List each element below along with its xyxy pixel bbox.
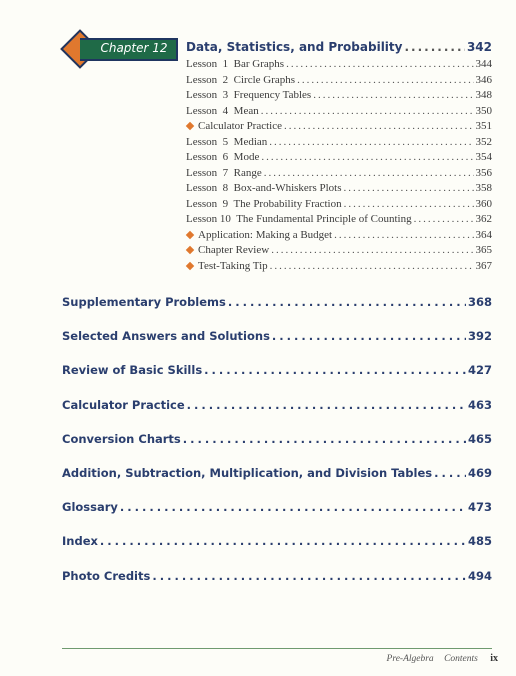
leader-dots xyxy=(404,40,464,54)
lesson-title: Lesson 7 Range xyxy=(186,166,262,179)
section-list xyxy=(62,295,492,603)
section-page-number: 427 xyxy=(467,363,492,378)
section-row[interactable] xyxy=(62,534,492,568)
lesson-page-number: 352 xyxy=(475,135,492,148)
section-row[interactable] xyxy=(62,398,492,432)
lesson-title: Lesson 3 Frequency Tables xyxy=(186,89,312,101)
section-page-number: 368 xyxy=(467,295,492,309)
lesson-list xyxy=(186,57,492,274)
section-row[interactable] xyxy=(62,432,492,466)
lesson-title: Lesson 5 Median xyxy=(186,135,268,148)
lesson-page-number: 351 xyxy=(475,120,492,132)
section-row[interactable] xyxy=(62,295,492,329)
section-page-number: 463 xyxy=(467,397,492,412)
leader-dots xyxy=(269,135,473,151)
lesson-page-number: 360 xyxy=(475,197,492,210)
lesson-page-number: 354 xyxy=(475,151,492,163)
lesson-row[interactable] xyxy=(186,104,492,120)
lesson-title: Chapter Review xyxy=(198,244,270,256)
lesson-title: Lesson 10 The Fundamental Principle of Counting xyxy=(186,213,412,225)
diamond-bullet-icon xyxy=(186,261,194,269)
lesson-row[interactable] xyxy=(186,150,492,166)
lesson-page-number: 344 xyxy=(475,58,492,70)
section-page-number: 465 xyxy=(467,431,492,446)
section-page-number: 392 xyxy=(467,329,492,344)
leader-dots xyxy=(261,150,473,166)
lesson-title: Lesson 8 Box-and-Whiskers Plots xyxy=(186,182,342,194)
lesson-page-number: 346 xyxy=(475,73,492,86)
section-row[interactable] xyxy=(62,569,492,603)
diamond-bullet-icon xyxy=(186,246,194,254)
section-title: Conversion Charts xyxy=(62,431,181,446)
section-page-number: 494 xyxy=(467,568,492,583)
lesson-title: Test-Taking Tip xyxy=(198,259,268,272)
lesson-row[interactable] xyxy=(186,197,492,213)
lesson-page-number: 365 xyxy=(475,244,492,256)
lesson-row[interactable] xyxy=(186,181,492,197)
footer-section: Contents xyxy=(444,654,478,664)
footer-rule xyxy=(62,648,492,649)
lesson-row[interactable] xyxy=(186,135,492,151)
footer-page-number: ix xyxy=(490,653,498,664)
lesson-page-number: 350 xyxy=(475,104,492,117)
leader-dots xyxy=(228,295,466,309)
lesson-title: Lesson 6 Mode xyxy=(186,151,260,163)
lesson-row[interactable] xyxy=(186,228,492,244)
leader-dots xyxy=(414,212,474,228)
lesson-page-number: 367 xyxy=(475,259,492,272)
leader-dots xyxy=(313,88,473,104)
diamond-bullet-icon xyxy=(186,230,194,238)
leader-dots xyxy=(334,228,473,244)
chapter-label: Chapter 12 xyxy=(100,41,168,55)
section-page-number: 469 xyxy=(467,465,492,480)
leader-dots xyxy=(344,197,474,213)
chapter-page-number: 342 xyxy=(466,40,492,54)
footer-book-title: Pre-Algebra xyxy=(386,654,434,664)
leader-dots xyxy=(183,432,466,446)
leader-dots xyxy=(297,73,473,89)
section-page-number: 473 xyxy=(467,500,492,515)
leader-dots xyxy=(284,119,474,135)
section-title: Calculator Practice xyxy=(62,397,185,412)
leader-dots xyxy=(344,181,474,197)
section-row[interactable] xyxy=(62,466,492,500)
leader-dots xyxy=(264,166,474,182)
leader-dots xyxy=(434,466,466,480)
lesson-row[interactable] xyxy=(186,166,492,182)
page-footer xyxy=(387,653,498,664)
leader-dots xyxy=(261,104,474,120)
leader-dots xyxy=(272,329,466,343)
lesson-page-number: 362 xyxy=(475,213,492,225)
lesson-title: Lesson 1 Bar Graphs xyxy=(186,58,285,70)
lesson-page-number: 356 xyxy=(475,166,492,179)
lesson-row[interactable] xyxy=(186,259,492,275)
lesson-title: Lesson 4 Mean xyxy=(186,104,259,117)
lesson-page-number: 358 xyxy=(475,182,492,194)
leader-dots xyxy=(286,57,473,73)
section-page-number: 485 xyxy=(467,534,492,549)
section-row[interactable] xyxy=(62,363,492,397)
chapter-title-row[interactable] xyxy=(186,40,492,54)
section-title: Glossary xyxy=(62,500,118,515)
section-title: Addition, Subtraction, Multiplication, and Division Tables xyxy=(62,465,433,480)
lesson-row[interactable] xyxy=(186,243,492,259)
leader-dots xyxy=(120,500,466,514)
section-title: Index xyxy=(62,534,98,549)
chapter-tab xyxy=(58,33,178,63)
section-row[interactable] xyxy=(62,500,492,534)
leader-dots xyxy=(187,398,466,412)
lesson-page-number: 364 xyxy=(475,228,492,241)
lesson-row[interactable] xyxy=(186,57,492,73)
lesson-row[interactable] xyxy=(186,119,492,135)
lesson-row[interactable] xyxy=(186,212,492,228)
section-title: Selected Answers and Solutions xyxy=(62,329,270,344)
leader-dots xyxy=(152,569,466,583)
diamond-bullet-icon xyxy=(186,122,194,130)
section-title: Photo Credits xyxy=(62,568,151,583)
leader-dots xyxy=(271,243,473,259)
leader-dots xyxy=(100,534,466,548)
chapter-title: Data, Statistics, and Probability xyxy=(186,40,403,54)
section-title: Supplementary Problems xyxy=(62,295,226,309)
lesson-page-number: 348 xyxy=(475,89,492,101)
section-row[interactable] xyxy=(62,329,492,363)
lesson-row[interactable] xyxy=(186,73,492,89)
leader-dots xyxy=(270,259,474,275)
lesson-title: Lesson 2 Circle Graphs xyxy=(186,73,296,86)
leader-dots xyxy=(204,363,466,377)
lesson-row[interactable] xyxy=(186,88,492,104)
lesson-title: Application: Making a Budget xyxy=(198,228,333,241)
lesson-title: Calculator Practice xyxy=(198,120,282,132)
section-title: Review of Basic Skills xyxy=(62,363,203,378)
lesson-title: Lesson 9 The Probability Fraction xyxy=(186,197,342,210)
